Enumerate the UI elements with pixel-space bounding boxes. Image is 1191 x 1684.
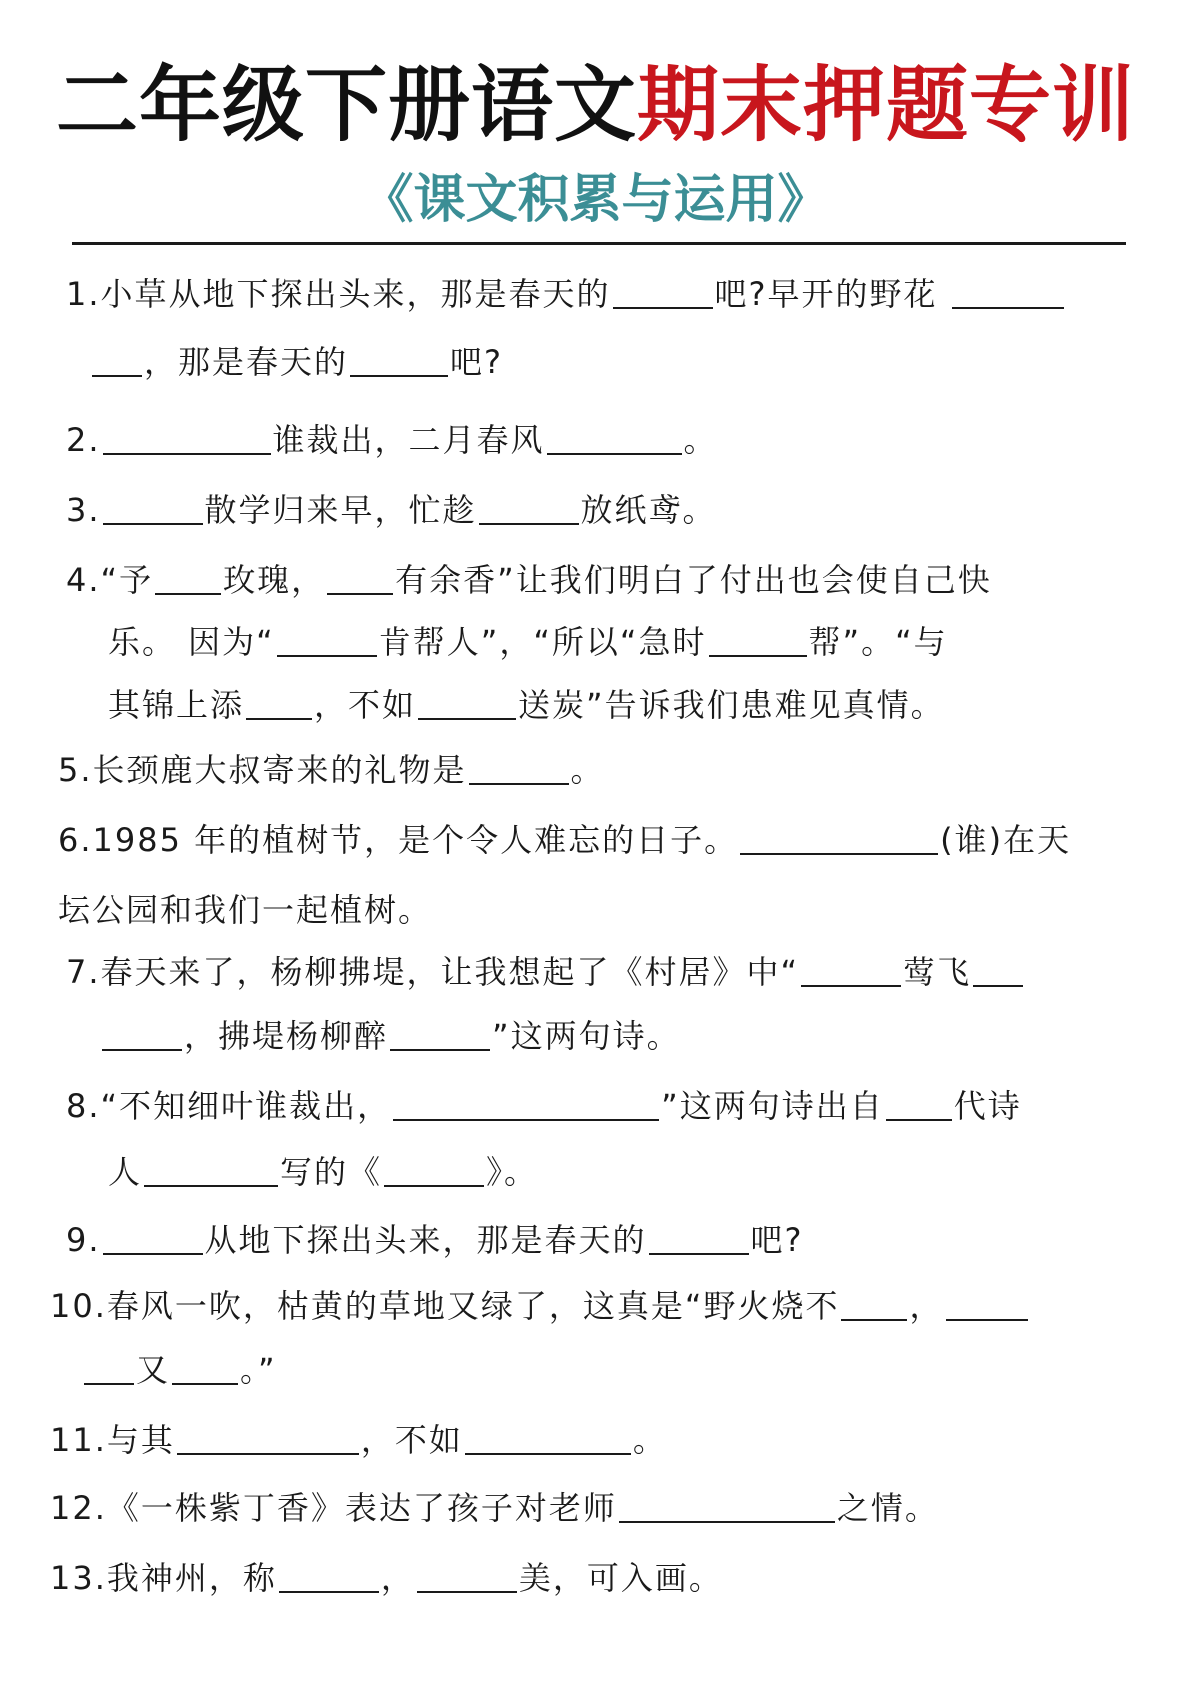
q4-text-f: 帮”。“与 xyxy=(808,623,948,661)
q13-blank-2[interactable] xyxy=(417,1557,517,1593)
question-6-line-2: 坛公园和我们一起植树。 xyxy=(58,891,433,929)
q11-blank-1[interactable] xyxy=(177,1419,359,1455)
q2-blank-2[interactable] xyxy=(547,419,682,455)
question-4-line-3 xyxy=(108,683,945,727)
q2-number: 2. xyxy=(66,421,101,459)
q7-text-a: 7.春天来了，杨柳拂堤，让我想起了《村居》中“ xyxy=(66,953,800,991)
q4-text-d: 乐。 因为“ xyxy=(108,623,275,661)
q9-end: 吧? xyxy=(750,1221,804,1259)
q10-text-a: 10.春风一吹，枯黄的草地又绿了，这真是“野火烧不 xyxy=(50,1287,840,1325)
q10-blank-1[interactable] xyxy=(841,1285,907,1321)
q1-text-a: 1.小草从地下探出头来，那是春天的 xyxy=(66,275,611,313)
question-10-line-1 xyxy=(50,1284,1030,1328)
q5-text: 5.长颈鹿大叔寄来的礼物是 xyxy=(58,751,467,789)
question-12 xyxy=(50,1486,939,1530)
q8-blank-4[interactable] xyxy=(384,1151,484,1187)
q7-text-d: ”这两句诗。 xyxy=(492,1017,681,1055)
title-red-part: 期末押题专训 xyxy=(637,58,1136,153)
q11-text-b: ，不如 xyxy=(360,1421,463,1459)
q7-blank-2-cont[interactable] xyxy=(102,1015,182,1051)
question-1-line-2 xyxy=(90,340,503,384)
q10-text-d: 。” xyxy=(240,1351,277,1389)
question-10-line-2 xyxy=(82,1348,277,1392)
q12-text-b: 之情。 xyxy=(836,1489,939,1527)
q3-text: 散学归来早，忙趁 xyxy=(204,491,477,529)
q6-text-a: 6.1985 年的植树节，是个令人难忘的日子。 xyxy=(58,821,739,859)
q3-blank-2[interactable] xyxy=(479,489,579,525)
q12-blank[interactable] xyxy=(619,1487,835,1523)
q4-text-a: 4.“予 xyxy=(66,561,154,599)
q4-blank-5[interactable] xyxy=(246,684,312,720)
q8-blank-2[interactable] xyxy=(886,1085,952,1121)
q10-blank-3[interactable] xyxy=(172,1349,238,1385)
q1-blank-2[interactable] xyxy=(952,273,1064,309)
q8-text-e: 写的《 xyxy=(280,1153,383,1191)
question-2 xyxy=(66,418,718,462)
q4-text-g: 其锦上添 xyxy=(108,686,245,724)
q1-blank-3[interactable] xyxy=(350,341,448,377)
question-9 xyxy=(66,1218,804,1262)
q8-text-a: 8.“不知细叶谁裁出， xyxy=(66,1087,392,1125)
q2-blank-1[interactable] xyxy=(103,419,271,455)
q9-blank-2[interactable] xyxy=(649,1219,749,1255)
q12-text-a: 12.《一株紫丁香》表达了孩子对老师 xyxy=(50,1489,617,1527)
q4-text-h: ，不如 xyxy=(314,686,417,724)
q11-blank-2[interactable] xyxy=(465,1419,631,1455)
q3-number: 3. xyxy=(66,491,101,529)
q5-end: 。 xyxy=(570,751,605,789)
question-4-line-2 xyxy=(108,620,948,664)
q10-blank-2-cont[interactable] xyxy=(84,1349,134,1385)
q4-blank-3[interactable] xyxy=(277,621,377,657)
q10-text-b: ， xyxy=(909,1287,944,1325)
question-1-line-1 xyxy=(66,272,1066,316)
q2-text: 谁裁出，二月春风 xyxy=(272,421,545,459)
q2-end: 。 xyxy=(683,421,718,459)
q13-text-c: 美，可入画。 xyxy=(518,1559,723,1597)
q8-blank-1[interactable] xyxy=(393,1085,659,1121)
q8-text-c: 代诗 xyxy=(953,1087,1022,1125)
question-11 xyxy=(50,1418,667,1462)
page-title xyxy=(0,58,1191,154)
q7-blank-1[interactable] xyxy=(801,951,901,987)
q13-text-b: ， xyxy=(380,1559,415,1597)
q13-text-a: 13.我神州，称 xyxy=(50,1559,277,1597)
question-7-line-1 xyxy=(66,950,1025,994)
q4-text-b: 玫瑰， xyxy=(223,561,326,599)
q9-number: 9. xyxy=(66,1221,101,1259)
q3-end: 放纸鸢。 xyxy=(580,491,717,529)
question-8-line-1 xyxy=(66,1084,1022,1128)
q7-blank-2[interactable] xyxy=(973,951,1023,987)
q8-text-d: 人 xyxy=(108,1153,143,1191)
q3-blank-1[interactable] xyxy=(103,489,203,525)
q1-blank-2-cont[interactable] xyxy=(92,341,142,377)
q1-text-b: 吧?早开的野花 xyxy=(714,275,938,313)
q1-text-c: ，那是春天的 xyxy=(144,343,349,381)
q4-text-e: 肯帮人”，“所以“急时 xyxy=(378,623,707,661)
q6-blank[interactable] xyxy=(740,819,938,855)
q10-text-c: 又 xyxy=(136,1351,171,1389)
q6-text-b: (谁)在天 xyxy=(940,821,1072,859)
page-subtitle: 《课文积累与运用》 xyxy=(361,170,830,230)
question-3 xyxy=(66,488,717,532)
question-13 xyxy=(50,1556,723,1600)
q7-text-b: 莺飞 xyxy=(903,953,972,991)
question-5 xyxy=(58,748,605,792)
q9-blank-1[interactable] xyxy=(103,1219,203,1255)
title-black-part: 二年级下册语文 xyxy=(55,58,637,153)
q7-blank-3[interactable] xyxy=(390,1015,490,1051)
q1-blank-1[interactable] xyxy=(613,273,713,309)
q5-blank[interactable] xyxy=(469,749,569,785)
q7-text-c: ，拂堤杨柳醉 xyxy=(184,1017,389,1055)
q8-blank-3[interactable] xyxy=(144,1151,278,1187)
q10-blank-2[interactable] xyxy=(946,1285,1028,1321)
q11-end: 。 xyxy=(632,1421,667,1459)
q4-blank-6[interactable] xyxy=(418,684,516,720)
q8-text-f: 》。 xyxy=(486,1153,539,1191)
q4-text-c: 有余香”让我们明白了付出也会使自己快 xyxy=(395,561,992,599)
question-4-line-1 xyxy=(66,558,992,602)
q4-blank-4[interactable] xyxy=(709,621,807,657)
q4-text-i: 送炭”告诉我们患难见真情。 xyxy=(518,686,945,724)
question-7-line-2 xyxy=(100,1014,681,1058)
q4-blank-1[interactable] xyxy=(155,559,221,595)
question-6-line-1 xyxy=(58,818,1071,862)
q13-blank-1[interactable] xyxy=(279,1557,379,1593)
q1-text-d: 吧? xyxy=(450,343,504,381)
q11-text-a: 11.与其 xyxy=(50,1421,175,1459)
q4-blank-2[interactable] xyxy=(327,559,393,595)
title-divider xyxy=(72,242,1126,245)
q8-text-b: ”这两句诗出自 xyxy=(661,1087,884,1125)
q9-text: 从地下探出头来，那是春天的 xyxy=(204,1221,647,1259)
question-8-line-2 xyxy=(108,1150,538,1194)
